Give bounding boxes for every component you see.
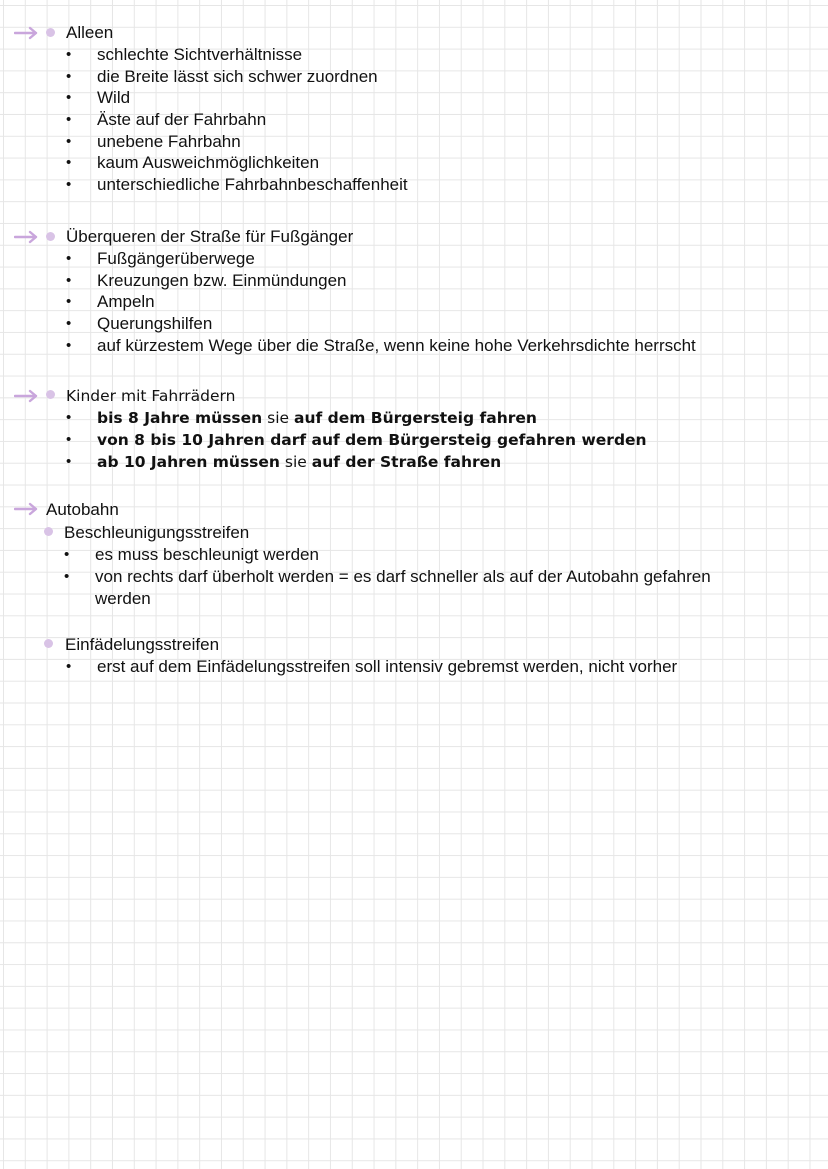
bullet-icon: • (66, 658, 72, 675)
bullet-icon: • (66, 46, 72, 63)
list-item: schlechte Sichtverhältnisse (97, 45, 303, 64)
subheading-einfaedelung: Einfädelungsstreifen (65, 635, 220, 654)
bullet-icon: • (66, 453, 72, 470)
emphasis-text: auf der Straße fahren (311, 453, 502, 471)
list-item: erst auf dem Einfädelungsstreifen soll intensiv gebremst werden, nicht vorher (97, 657, 678, 676)
bullet-icon: • (66, 154, 72, 171)
list-item (97, 407, 537, 429)
list-item (97, 429, 647, 451)
heading-autobahn: Autobahn (46, 500, 119, 519)
bullet-icon: • (66, 337, 72, 354)
bullet-icon: • (66, 89, 72, 106)
list-item: auf kürzestem Wege über die Straße, wenn keine hohe Verkehrsdichte herrscht (97, 336, 696, 355)
bullet-icon: • (66, 176, 72, 193)
arrow-right-icon (14, 26, 40, 40)
bullet-icon: • (64, 546, 70, 563)
list-item (97, 451, 501, 473)
circle-bullet-icon (46, 232, 55, 241)
subheading-beschleunigung: Beschleunigungsstreifen (64, 523, 250, 542)
bullet-icon: • (66, 250, 72, 267)
bullet-icon: • (66, 111, 72, 128)
list-item: von rechts darf überholt werden = es darf schneller als auf der Autobahn gefahren (95, 567, 711, 586)
list-item-continuation: werden (95, 589, 151, 608)
emphasis-text: bis 8 Jahre müssen (97, 409, 263, 427)
heading-ueberqueren: Überqueren der Straße für Fußgänger (66, 227, 354, 246)
bullet-icon: • (66, 431, 72, 448)
list-item: unebene Fahrbahn (97, 132, 241, 151)
list-item: Ampeln (97, 292, 155, 311)
bullet-icon: • (66, 315, 72, 332)
bullet-icon: • (64, 568, 70, 585)
list-item: es muss beschleunigt werden (95, 545, 319, 564)
circle-bullet-icon (46, 28, 55, 37)
emphasis-text: auf dem Bürgersteig fahren (294, 409, 537, 427)
plain-text: sie (279, 453, 312, 471)
heading-kinder: Kinder mit Fahrrädern (66, 387, 236, 405)
plain-text: sie (262, 409, 294, 427)
bullet-icon: • (66, 133, 72, 150)
list-item: Äste auf der Fahrbahn (97, 110, 267, 129)
list-item: kaum Ausweichmöglichkeiten (97, 153, 320, 172)
list-item: Fußgängerüberwege (97, 249, 255, 268)
list-item: Kreuzungen bzw. Einmündungen (97, 271, 347, 290)
list-item: unterschiedliche Fahrbahnbeschaffenheit (97, 175, 408, 194)
arrow-right-icon (14, 389, 40, 403)
bullet-icon: • (66, 293, 72, 310)
circle-bullet-icon (44, 527, 53, 536)
list-item: Querungshilfen (97, 314, 213, 333)
emphasis-text: von 8 bis 10 Jahren darf auf dem Bürgersteig gefahren werden (97, 431, 647, 449)
circle-bullet-icon (46, 390, 55, 399)
arrow-right-icon (14, 502, 40, 516)
emphasis-text: ab 10 Jahren müssen (97, 453, 280, 471)
list-item: die Breite lässt sich schwer zuordnen (97, 67, 378, 86)
bullet-icon: • (66, 409, 72, 426)
circle-bullet-icon (44, 639, 53, 648)
arrow-right-icon (14, 230, 40, 244)
bullet-icon: • (66, 272, 72, 289)
list-item: Wild (97, 88, 131, 107)
heading-alleen: Alleen (66, 23, 114, 42)
bullet-icon: • (66, 68, 72, 85)
